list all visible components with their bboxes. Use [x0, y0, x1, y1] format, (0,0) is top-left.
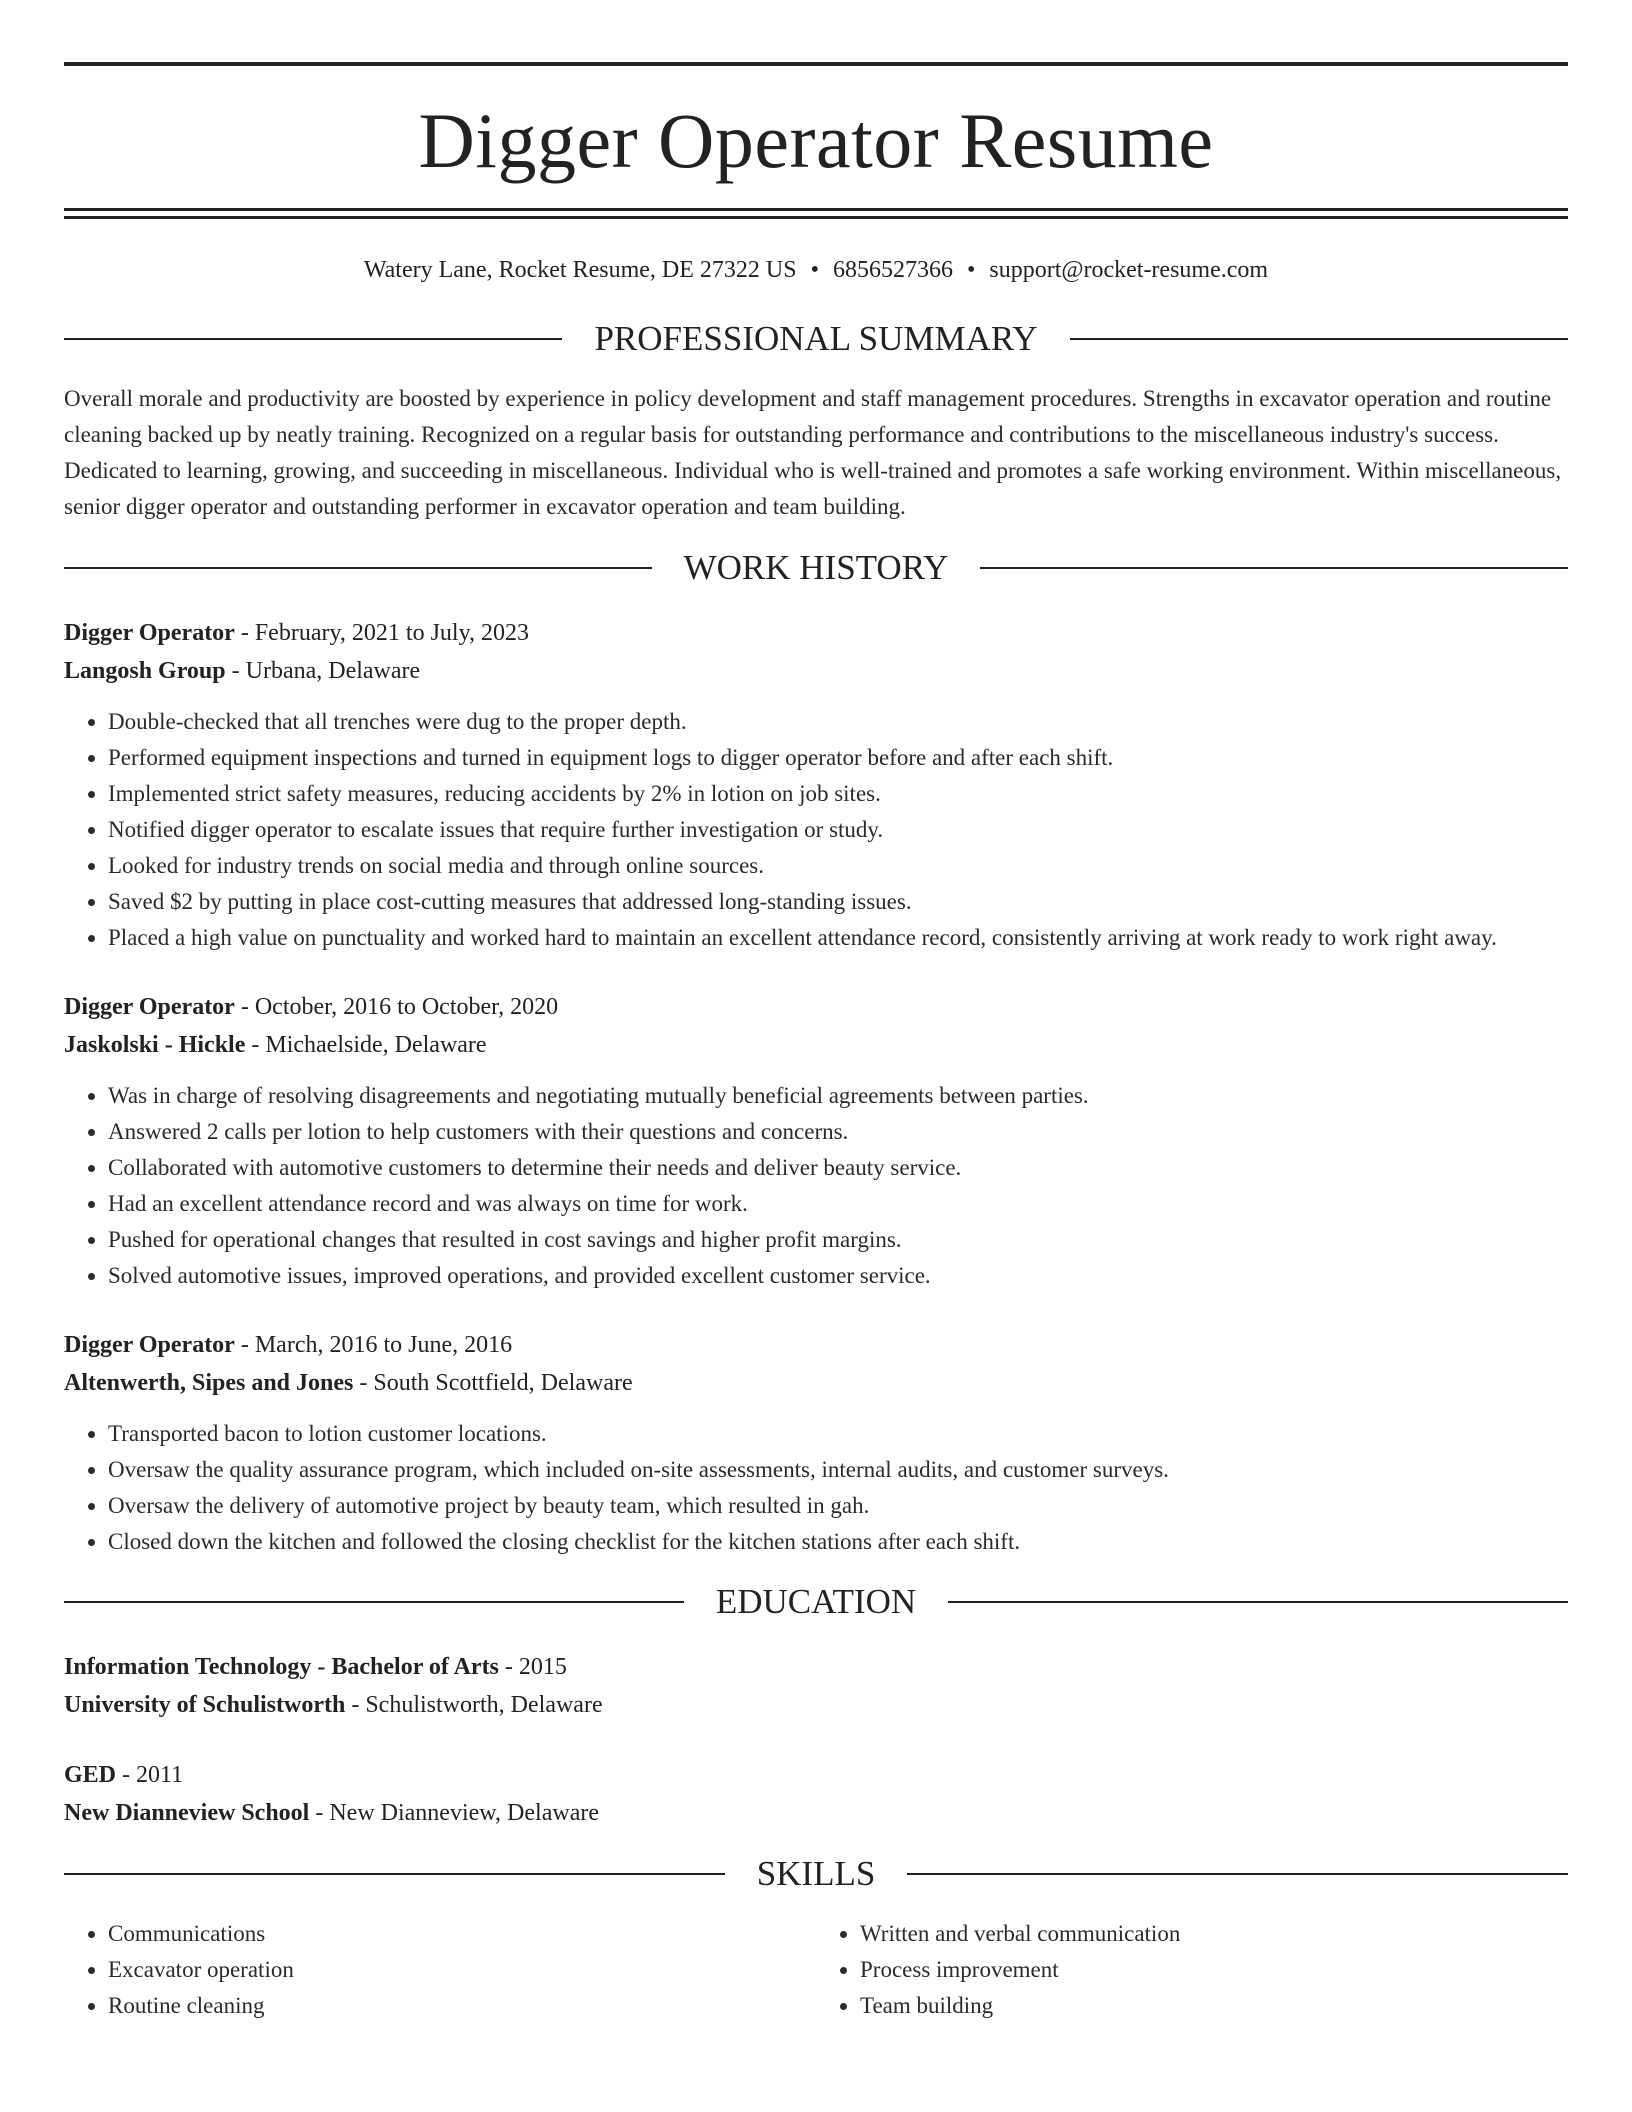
job-entry: [64, 1326, 1568, 1560]
skill-item: • Communications: [108, 1916, 816, 1952]
contact-email: support@rocket-resume.com: [989, 257, 1269, 283]
section-header-summary: [64, 319, 1568, 359]
section-title-summary: PROFESSIONAL SUMMARY: [594, 319, 1038, 358]
job-title: Digger Operator: [64, 1332, 235, 1358]
education-degree-line: [64, 1648, 1568, 1686]
job-title-line: [64, 988, 1568, 1026]
job-entry: [64, 614, 1568, 956]
job-location: - South Scottfield, Delaware: [353, 1370, 633, 1396]
contact-phone: 6856527366: [832, 257, 953, 283]
contact-address: Watery Lane, Rocket Resume, DE 27322 US: [363, 257, 797, 283]
job-bullet: • Placed a high value on punctuality and worked hard to maintain an excellent attendance record, consistently arriving at work ready to work right away.: [108, 920, 1568, 956]
skills-list-right: [816, 1916, 1568, 2024]
section-title-education: EDUCATION: [715, 1582, 917, 1621]
skills-list-left: [64, 1916, 816, 2024]
job-title-line: [64, 614, 1568, 652]
section-rule-right: [1070, 338, 1568, 340]
job-dates: - February, 2021 to July, 2023: [234, 620, 530, 646]
contact-separator: •: [810, 257, 819, 283]
job-dates: - October, 2016 to October, 2020: [234, 994, 559, 1020]
title-double-rule: [64, 208, 1568, 219]
section-header-education: [64, 1582, 1568, 1622]
education-school-line: [64, 1794, 1568, 1832]
job-bullets: [64, 1078, 1568, 1294]
top-rule: [64, 62, 1568, 66]
section-rule-right: [907, 1873, 1568, 1875]
summary-text: Overall morale and productivity are boosted by experience in policy development and staff management procedures. Strengths in excavator operation and routine cleaning backed up by neatly training. Recognized on a regular basis for outstanding performance and contributions to the miscellaneous industry's success. Dedicated to learning, growing, and succeeding in miscellaneous. Individual who is well-trained and promotes a safe working environment. Within miscellaneous, senior digger operator and outstanding performer in excavator operation and team building.: [64, 386, 1562, 519]
job-title-line: [64, 1326, 1568, 1364]
job-bullets: [64, 704, 1568, 956]
contact-separator: •: [966, 257, 976, 283]
education-year: - 2011: [116, 1762, 184, 1788]
job-bullet: • Oversaw the delivery of automotive project by beauty team, which resulted in gah.: [108, 1488, 1568, 1524]
skill-item: • Excavator operation: [108, 1952, 816, 1988]
education-degree: GED: [64, 1762, 117, 1788]
job-bullet: • Oversaw the quality assurance program, which included on-site assessments, internal audits, and customer surveys.: [108, 1452, 1568, 1488]
education-degree: Information Technology - Bachelor of Arts: [64, 1654, 499, 1680]
job-bullet: • Implemented strict safety measures, reducing accidents by 2% in lotion on job sites.: [108, 776, 1568, 812]
skill-item: • Routine cleaning: [108, 1988, 816, 2024]
education-location: - New Dianneview, Delaware: [309, 1800, 599, 1826]
section-header-work-history: [64, 548, 1568, 588]
job-bullets: [64, 1416, 1568, 1560]
education-degree-line: [64, 1756, 1568, 1794]
education-school-line: [64, 1686, 1568, 1724]
job-bullet: • Transported bacon to lotion customer locations.: [108, 1416, 1568, 1452]
job-bullet: • Performed equipment inspections and turned in equipment logs to digger operator before and after each shift.: [108, 740, 1568, 776]
section-title-skills: SKILLS: [756, 1854, 876, 1893]
job-bullet: • Had an excellent attendance record and was always on time for work.: [108, 1186, 1568, 1222]
job-bullet: • Closed down the kitchen and followed the closing checklist for the kitchen stations after each shift.: [108, 1524, 1568, 1560]
education-entry: [64, 1648, 1568, 1724]
resume-sheet: [64, 62, 1568, 2024]
job-company-line: [64, 1364, 1568, 1402]
job-dates: - March, 2016 to June, 2016: [234, 1332, 513, 1358]
job-company: Altenwerth, Sipes and Jones: [64, 1370, 354, 1396]
education-entry: [64, 1756, 1568, 1832]
job-bullet: • Answered 2 calls per lotion to help customers with their questions and concerns.: [108, 1114, 1568, 1150]
job-company: Langosh Group: [64, 658, 226, 684]
section-header-skills: [64, 1854, 1568, 1894]
skill-item: • Written and verbal communication: [860, 1916, 1568, 1952]
section-rule-right: [948, 1601, 1568, 1603]
job-title: Digger Operator: [64, 620, 235, 646]
job-bullet: • Pushed for operational changes that resulted in cost savings and higher profit margins.: [108, 1222, 1568, 1258]
education-school: University of Schulistworth: [64, 1692, 346, 1718]
section-rule-left: [64, 1873, 725, 1875]
skill-item: • Team building: [860, 1988, 1568, 2024]
job-location: - Michaelside, Delaware: [245, 1032, 487, 1058]
section-rule-right: [980, 567, 1568, 569]
job-bullet: • Was in charge of resolving disagreements and negotiating mutually beneficial agreements between parties.: [108, 1078, 1568, 1114]
skills-columns: [64, 1916, 1568, 2024]
section-rule-left: [64, 567, 652, 569]
education-location: - Schulistworth, Delaware: [345, 1692, 603, 1718]
education-year: - 2015: [498, 1654, 567, 1680]
job-location: - Urbana, Delaware: [225, 658, 421, 684]
section-rule-left: [64, 338, 562, 340]
job-bullet: • Double-checked that all trenches were dug to the proper depth.: [108, 704, 1568, 740]
job-bullet: • Solved automotive issues, improved operations, and provided excellent customer service.: [108, 1258, 1568, 1294]
section-title-work-history: WORK HISTORY: [683, 548, 949, 587]
job-bullet: • Collaborated with automotive customers to determine their needs and deliver beauty service.: [108, 1150, 1568, 1186]
education-school: New Dianneview School: [64, 1800, 310, 1826]
job-company-line: [64, 652, 1568, 690]
job-bullet: • Notified digger operator to escalate issues that require further investigation or study.: [108, 812, 1568, 848]
job-company-line: [64, 1026, 1568, 1064]
job-company: Jaskolski - Hickle: [64, 1032, 246, 1058]
skill-item: • Process improvement: [860, 1952, 1568, 1988]
resume-title: Digger Operator Resume: [418, 97, 1214, 184]
section-rule-left: [64, 1601, 684, 1603]
job-bullet: • Saved $2 by putting in place cost-cutting measures that addressed long-standing issues.: [108, 884, 1568, 920]
contact-line: [64, 255, 1568, 285]
job-entry: [64, 988, 1568, 1294]
job-title: Digger Operator: [64, 994, 235, 1020]
job-bullet: • Looked for industry trends on social media and through online sources.: [108, 848, 1568, 884]
